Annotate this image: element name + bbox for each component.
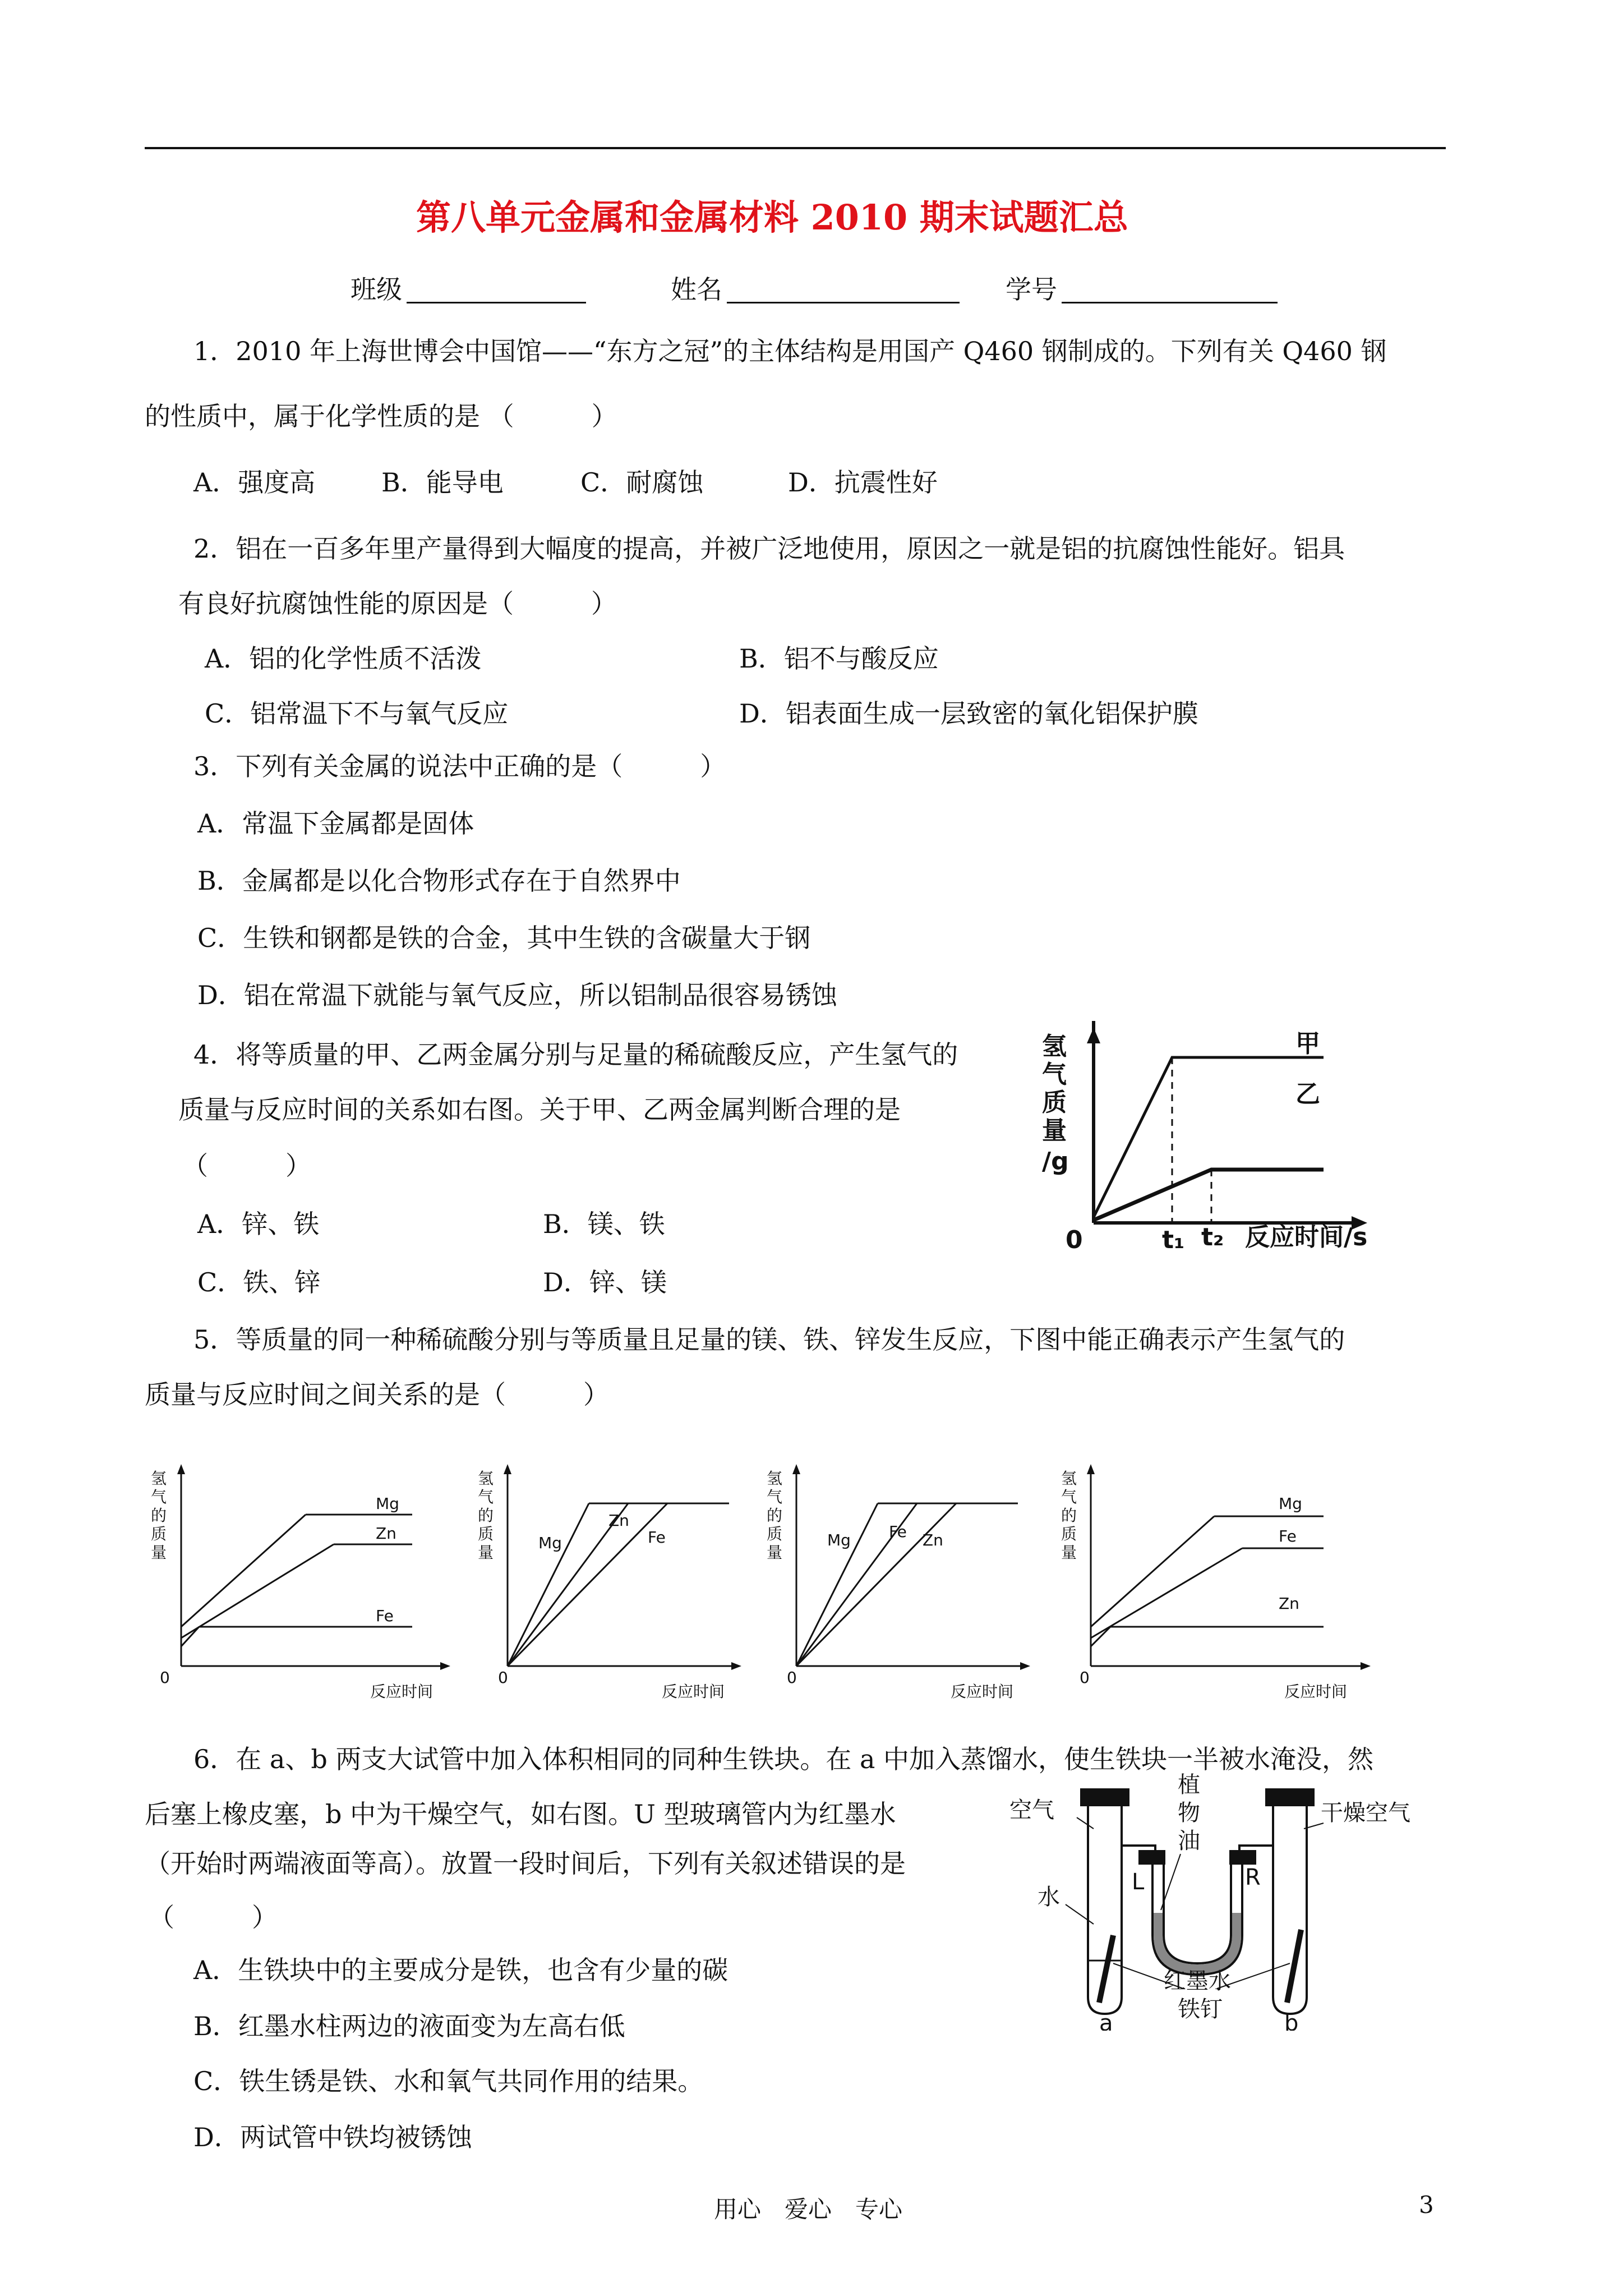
q5a-ylabel-char: 氢 (151, 1469, 167, 1488)
class-label: 班级 (351, 274, 402, 305)
q5d-ylabel-char: 质 (1061, 1525, 1077, 1543)
q3-text-line1: 3．下列有关金属的说法中正确的是（ ） (193, 751, 726, 781)
q5a-ylabel-char: 气 (151, 1488, 167, 1506)
page-number: 3 (1419, 2191, 1434, 2219)
q6-small-stopper-l (1140, 1851, 1164, 1864)
q4-text-line2: 质量与反应时间的关系如右图。关于甲、乙两金属判断合理的是 (178, 1094, 901, 1125)
q1-text-line1: 1．2010 年上海世博会中国馆——“东方之冠”的主体结构是用国产 Q460 钢制成的。下列有关 Q460 钢 (193, 336, 1387, 366)
q5d-label-fe: Fe (1279, 1527, 1297, 1545)
q5c-ylabel-char: 的 (767, 1506, 783, 1525)
q4-ylabel-char: 量 (1042, 1116, 1067, 1145)
q5b-ylabel-char: 量 (478, 1543, 494, 1562)
q6-label-R: R (1245, 1865, 1261, 1890)
q5c-origin: 0 (787, 1668, 797, 1687)
q6-label-red-ink: 红墨水 (1164, 1968, 1231, 1994)
q6-option-d: D．两试管中铁均被锈蚀 (193, 2122, 472, 2152)
q4-xlabel: 反应时间/s (1245, 1223, 1368, 1251)
q5-text-line2: 质量与反应时间之间关系的是（ ） (145, 1379, 609, 1410)
q5d-label-zn: Zn (1279, 1594, 1299, 1613)
q6-label-L: L (1132, 1869, 1145, 1895)
q4-line-jia (1094, 1057, 1324, 1217)
q6-label-plant-oil-char: 物 (1178, 1800, 1200, 1826)
q6-stopper-b (1266, 1789, 1313, 1805)
q5d-ylabel-char: 量 (1061, 1543, 1077, 1562)
q5-graph-b (465, 1458, 746, 1705)
q5c-label-mg: Mg (827, 1531, 851, 1549)
q5d-origin: 0 (1080, 1668, 1090, 1687)
q5c-ylabel-char: 气 (767, 1488, 783, 1506)
q5b-xlabel: 反应时间 (662, 1682, 725, 1701)
q6-label-dry-air: 干燥空气 (1321, 1800, 1410, 1826)
header-rule (145, 147, 1446, 149)
q5b-ylabel-char: 的 (478, 1506, 494, 1525)
q4-hydrogen-time-graph (1032, 1021, 1436, 1257)
q5d-ylabel-char: 气 (1061, 1488, 1077, 1506)
q5d-ylabel-char: 氢 (1061, 1469, 1077, 1488)
q6-label-plant-oil-char: 油 (1178, 1828, 1200, 1854)
q5d-ylabel-char: 的 (1061, 1506, 1077, 1525)
q6-nail-a (1099, 1935, 1113, 2003)
q5b-label-fe: Fe (648, 1528, 666, 1547)
q6-text-line3: （开始时两端液面等高）。放置一段时间后，下列有关叙述错误的是 (145, 1848, 906, 1879)
q6-label-water: 水 (1038, 1884, 1060, 1910)
q5d-line-fe (1091, 1548, 1242, 1638)
q6-text-line2: 后塞上橡皮塞，b 中为干燥空气，如右图。U 型玻璃管内为红墨水 (145, 1799, 896, 1829)
q5b-label-mg: Mg (538, 1534, 562, 1552)
q6-small-stopper-r (1230, 1851, 1255, 1864)
q6-label-air: 空气 (1009, 1797, 1054, 1823)
q6-stopper-a (1081, 1789, 1128, 1805)
q5a-ylabel-char: 量 (151, 1543, 167, 1562)
q5c-line-mg (796, 1503, 878, 1666)
page-title: 第八单元金属和金属材料 2010 期末试题汇总 (416, 197, 1128, 238)
id-label: 学号 (1006, 274, 1057, 305)
q2-text-line2: 有良好抗腐蚀性能的原因是（ ） (178, 588, 617, 619)
q5b-ylabel-char: 质 (478, 1525, 494, 1543)
q2-option-b: B．铝不与酸反应 (739, 643, 939, 674)
q4-option-d: D．锌、镁 (543, 1267, 667, 1297)
q4-origin: 0 (1066, 1226, 1083, 1254)
q2-option-d: D．铝表面生成一层致密的氧化铝保护膜 (739, 698, 1198, 729)
q6-text-line4: （ ） (149, 1902, 278, 1932)
id-blank[interactable] (1062, 302, 1278, 303)
q5-graph-a (143, 1458, 457, 1705)
q5c-label-zn: Zn (923, 1531, 943, 1549)
q5-graph-d (1049, 1458, 1380, 1705)
q4-t2: t₂ (1201, 1223, 1224, 1251)
q4-y-arrow (1087, 1028, 1100, 1043)
q5c-label-fe: Fe (889, 1522, 907, 1541)
q5b-origin: 0 (498, 1668, 508, 1687)
q5b-line-fe (508, 1503, 667, 1666)
q4-option-c: C．铁、锌 (197, 1267, 321, 1297)
q4-text-line3: （ ） (182, 1151, 311, 1181)
q5b-ylabel-char: 氢 (478, 1469, 494, 1488)
q2-text-line1: 2．铝在一百多年里产量得到大幅度的提高，并被广泛地使用，原因之一就是铝的抗腐蚀性能好。铝具 (193, 533, 1345, 564)
q4-t1: t₁ (1162, 1226, 1185, 1254)
q4-option-a: A．锌、铁 (197, 1209, 320, 1239)
q5c-line-zn (796, 1503, 956, 1666)
q5b-ylabel-char: 气 (478, 1488, 494, 1506)
q2-option-a: A．铝的化学性质不活泼 (205, 643, 482, 674)
q3-option-b: B．金属都是以化合物形式存在于自然界中 (197, 866, 681, 896)
q5a-label-fe: Fe (376, 1607, 394, 1625)
q3-option-c: C．生铁和钢都是铁的合金，其中生铁的含碳量大于钢 (197, 923, 811, 953)
q2-option-c: C．铝常温下不与氧气反应 (205, 698, 509, 729)
q5a-xlabel: 反应时间 (370, 1682, 434, 1701)
q5c-ylabel-char: 量 (767, 1543, 783, 1562)
name-label: 姓名 (671, 274, 722, 305)
q4-ylabel-char: 氢 (1042, 1032, 1067, 1061)
q4-label-jia: 甲 (1295, 1029, 1320, 1058)
q4-ylabel-char: 气 (1042, 1060, 1067, 1089)
q4-option-b: B．镁、铁 (543, 1209, 665, 1239)
q3-option-a: A．常温下金属都是固体 (197, 808, 474, 839)
name-blank[interactable] (727, 302, 960, 303)
q6-label-a: a (1099, 2010, 1113, 2031)
q5a-line-mg (181, 1515, 306, 1627)
q5c-xlabel: 反应时间 (951, 1682, 1014, 1701)
q6-nail-b (1287, 1930, 1301, 2003)
q6-text-line1: 6．在 a、b 两支大试管中加入体积相同的同种生铁块。在 a 中加入蒸馏水，使生铁块一半被水淹没，然 (193, 1744, 1374, 1774)
q5d-xlabel: 反应时间 (1284, 1682, 1348, 1701)
q6-label-nail: 铁钉 (1178, 1996, 1223, 2022)
q4-ylabel-char: 质 (1042, 1088, 1067, 1117)
q3-option-d: D．铝在常温下就能与氧气反应，所以铝制品很容易锈蚀 (197, 980, 837, 1010)
q1-option-b: B．能导电 (381, 467, 504, 498)
q5a-origin: 0 (160, 1668, 170, 1687)
q5a-ylabel-char: 的 (151, 1506, 167, 1525)
footer-motto: 用心 爱心 专心 (714, 2196, 903, 2223)
q5c-ylabel-char: 质 (767, 1525, 783, 1543)
q4-text-line1: 4．将等质量的甲、乙两金属分别与足量的稀硫酸反应，产生氢气的 (193, 1039, 958, 1070)
q5-graph-c (754, 1458, 1035, 1705)
q6-option-c: C．铁生锈是铁、水和氧气共同作用的结果。 (193, 2066, 704, 2096)
q6-apparatus-figure (1009, 1767, 1436, 2031)
q5d-line-mg (1091, 1516, 1214, 1627)
q1-text-line2: 的性质中，属于化学性质的是 （ ） (145, 401, 617, 431)
class-blank[interactable] (407, 302, 586, 303)
q4-ylabel-char: /g (1042, 1147, 1069, 1176)
q5a-ylabel-char: 质 (151, 1525, 167, 1543)
q4-label-yi: 乙 (1295, 1080, 1320, 1108)
q5b-line-mg (508, 1503, 589, 1666)
q5-text-line1: 5．等质量的同一种稀硫酸分别与等质量且足量的镁、铁、锌发生反应，下图中能正确表示产生氢气的 (193, 1324, 1345, 1355)
q5c-ylabel-char: 氢 (767, 1469, 783, 1488)
q5a-label-mg: Mg (376, 1494, 399, 1513)
q6-option-a: A．生铁块中的主要成分是铁，也含有少量的碳 (193, 1955, 728, 1985)
q6-option-b: B．红墨水柱两边的液面变为左高右低 (193, 2011, 625, 2041)
q1-option-c: C．耐腐蚀 (580, 467, 704, 498)
q5d-label-mg: Mg (1279, 1494, 1302, 1513)
q6-label-plant-oil-char: 植 (1178, 1772, 1200, 1798)
q4-line-yi (1094, 1170, 1324, 1220)
q5a-label-zn: Zn (376, 1524, 396, 1543)
q6-label-b: b (1284, 2010, 1299, 2031)
q1-option-d: D．抗震性好 (788, 467, 938, 498)
q5b-label-zn: Zn (608, 1511, 629, 1530)
q1-option-a: A．强度高 (193, 467, 316, 498)
